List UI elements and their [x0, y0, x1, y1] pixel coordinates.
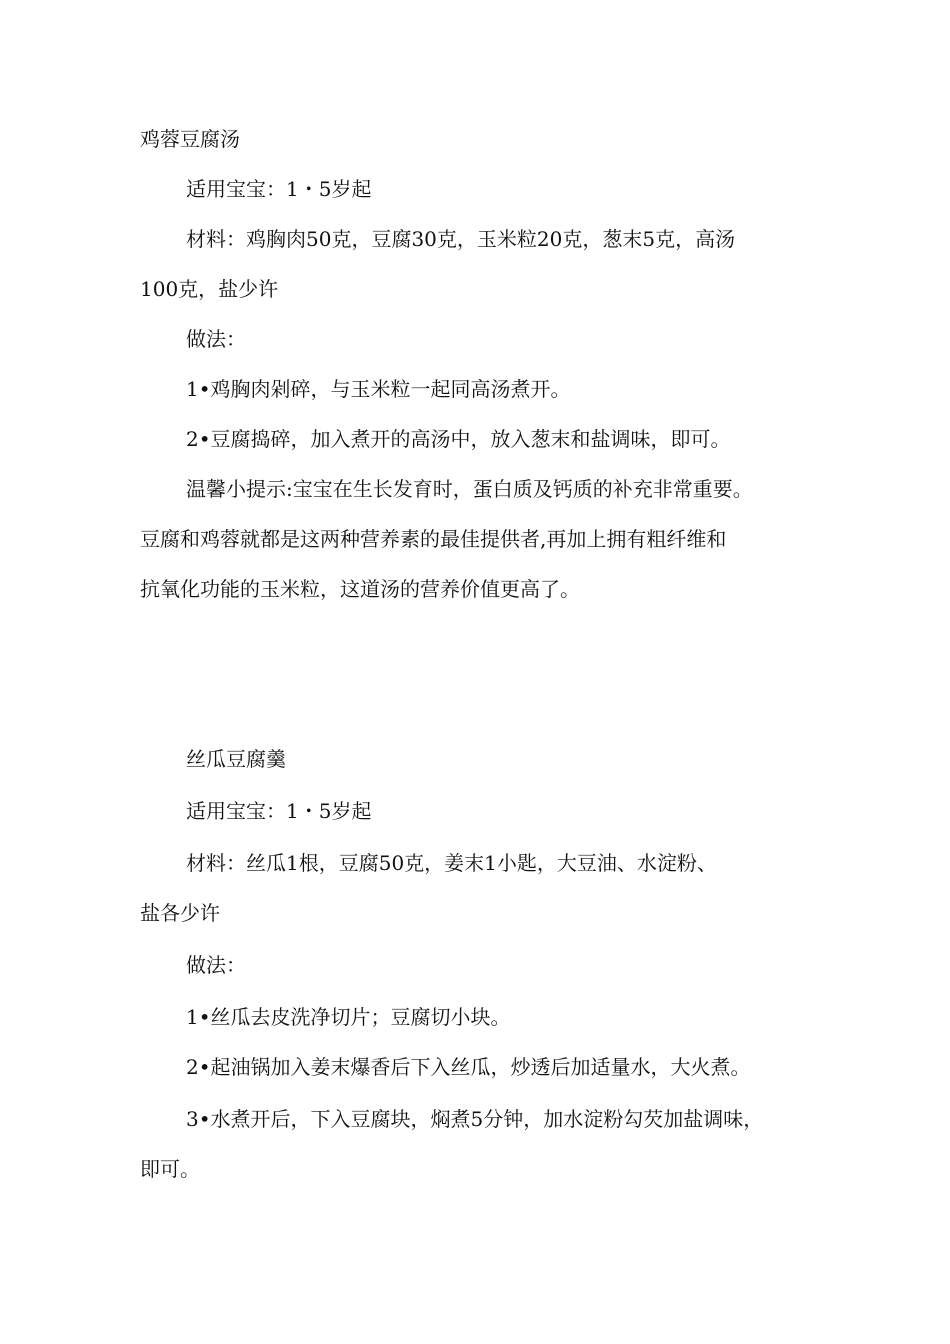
recipe1-step1: 1•鸡胸肉剁碎，与玉米粒一起同高汤煮开。 [186, 377, 571, 401]
recipe2-materials-line1: 材料：丝瓜1根，豆腐50克，姜末1小匙，大豆油、水淀粉、 [186, 851, 717, 875]
recipe2-title: 丝瓜豆腐羹 [186, 747, 286, 771]
recipe2-step2: 2•起油锅加入姜末爆香后下入丝瓜，炒透后加适量水，大火煮。 [186, 1055, 751, 1079]
recipe1-materials-line1: 材料：鸡胸肉50克，豆腐30克，玉米粒20克，葱末5克，高汤 [186, 227, 736, 251]
recipe1-title: 鸡蓉豆腐汤 [140, 127, 240, 151]
recipe2-step1: 1•丝瓜去皮洗净切片；豆腐切小块。 [186, 1005, 511, 1029]
recipe2-step3-line2: 即可。 [140, 1157, 200, 1181]
recipe1-materials-line2: 100克，盐少许 [140, 277, 279, 301]
recipe1-step2: 2•豆腐捣碎，加入煮开的高汤中，放入葱末和盐调味，即可。 [186, 427, 731, 451]
recipe1-tip-line1: 温馨小提示:宝宝在生长发育时，蛋白质及钙质的补充非常重要。 [186, 477, 753, 501]
recipe1-tip-line2: 豆腐和鸡蓉就都是这两种营养素的最佳提供者,再加上拥有粗纤维和 [140, 527, 727, 551]
recipe1-tip-line3: 抗氧化功能的玉米粒，这道汤的营养价值更高了。 [140, 577, 580, 601]
recipe2-step3-line1: 3•水煮开后，下入豆腐块，焖煮5分钟，加水淀粉勾芡加盐调味， [186, 1107, 764, 1131]
recipe2-age: 适用宝宝：1・5岁起 [186, 799, 372, 823]
recipe2-method-label: 做法： [186, 953, 246, 977]
recipe1-age: 适用宝宝：1・5岁起 [186, 177, 372, 201]
recipe2-materials-line2: 盐各少许 [140, 901, 220, 925]
recipe1-method-label: 做法： [186, 327, 246, 351]
